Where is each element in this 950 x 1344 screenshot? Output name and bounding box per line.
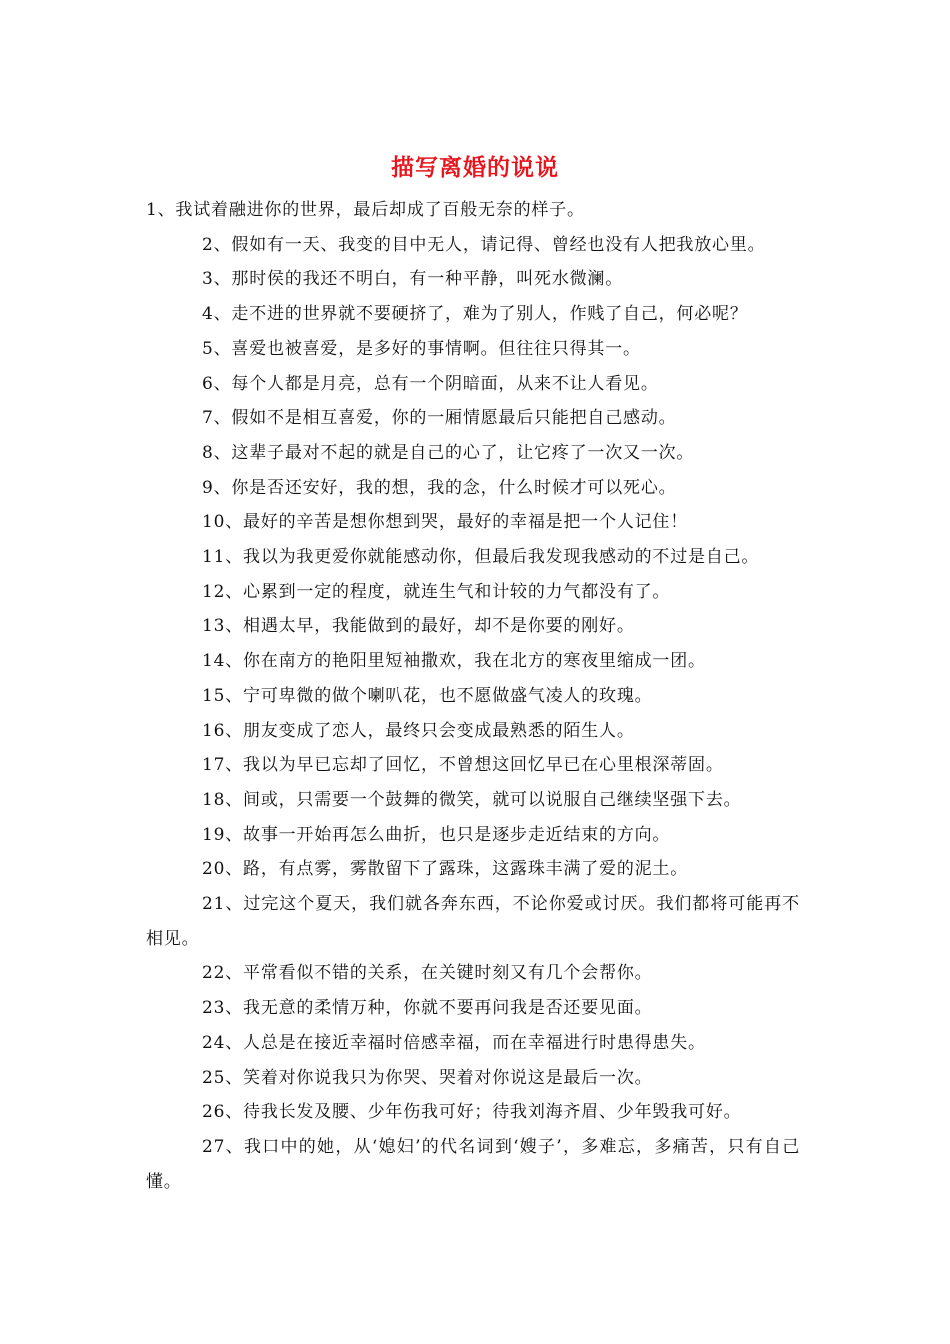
paragraph-15: 15、宁可卑微的做个喇叭花，也不愿做盛气凌人的玫瑰。 — [202, 685, 653, 706]
paragraph-23: 23、我无意的柔情万种，你就不要再问我是否还要见面。 — [202, 998, 653, 1019]
paragraph-6: 6、每个人都是月亮，总有一个阴暗面，从来不让人看见。 — [202, 373, 659, 394]
paragraph-21: 21、过完这个夏天，我们就各奔东西，不论你爱或讨厌。我们都将可能再不相见。 — [146, 894, 800, 949]
paragraph-26: 26、待我长发及腰、少年伤我可好；待我刘海齐眉、少年毁我可好。 — [202, 1102, 742, 1123]
paragraph-2: 2、假如有一天、我变的目中无人，请记得、曾经也没有人把我放心里。 — [202, 234, 766, 255]
paragraph-27: 27、我口中的她，从‘媳妇’的代名词到‘嫂子’，多难忘，多痛苦，只有自己懂。 — [146, 1136, 800, 1192]
paragraph-9: 9、你是否还安好，我的想，我的念，什么时候才可以死心。 — [202, 477, 677, 498]
paragraph-14: 14、你在南方的艳阳里短袖撒欢，我在北方的寒夜里缩成一团。 — [202, 651, 706, 672]
paragraph-8: 8、这辈子最对不起的就是自己的心了，让它疼了一次又一次。 — [202, 442, 695, 463]
paragraph-13: 13、相遇太早，我能做到的最好，却不是你要的刚好。 — [202, 616, 635, 637]
paragraph-19: 19、故事一开始再怎么曲折，也只是逐步走近结束的方向。 — [202, 824, 671, 845]
paragraph-18: 18、间或，只需要一个鼓舞的微笑，就可以说服自己继续坚强下去。 — [202, 789, 742, 810]
paragraph-16: 16、朋友变成了恋人，最终只会变成最熟悉的陌生人。 — [202, 720, 635, 741]
paragraph-20: 20、路，有点雾，雾散留下了露珠，这露珠丰满了爱的泥土。 — [202, 859, 689, 880]
paragraph-24: 24、人总是在接近幸福时倍感幸福，而在幸福进行时患得患失。 — [202, 1032, 706, 1053]
paragraph-10: 10、最好的辛苦是想你想到哭，最好的幸福是把一个人记住！ — [202, 512, 689, 533]
paragraph-5: 5、喜爱也被喜爱，是多好的事情啊。但往往只得其一。 — [202, 338, 641, 359]
document-title: 描写离婚的说说 — [391, 154, 559, 181]
paragraph-1: 1、我试着融进你的世界，最后却成了百般无奈的样子。 — [146, 200, 585, 220]
paragraph-11: 11、我以为我更爱你就能感动你，但最后我发现我感动的不过是自己。 — [202, 547, 760, 568]
paragraph-12: 12、心累到一定的程度，就连生气和计较的力气都没有了。 — [202, 581, 671, 602]
paragraph-4: 4、走不进的世界就不要硬挤了，难为了别人，作贱了自己，何必呢？ — [202, 304, 748, 325]
document-body — [146, 193, 800, 1199]
paragraph-17: 17、我以为早已忘却了回忆，不曾想这回忆早已在心里根深蒂固。 — [202, 755, 724, 776]
paragraph-25: 25、笑着对你说我只为你哭、哭着对你说这是最后一次。 — [202, 1067, 653, 1088]
paragraph-7: 7、假如不是相互喜爱，你的一厢情愿最后只能把自己感动。 — [202, 408, 677, 429]
paragraph-3: 3、那时侯的我还不明白，有一种平静，叫死水微澜。 — [202, 269, 624, 290]
paragraph-22: 22、平常看似不错的关系，在关键时刻又有几个会帮你。 — [202, 963, 653, 984]
